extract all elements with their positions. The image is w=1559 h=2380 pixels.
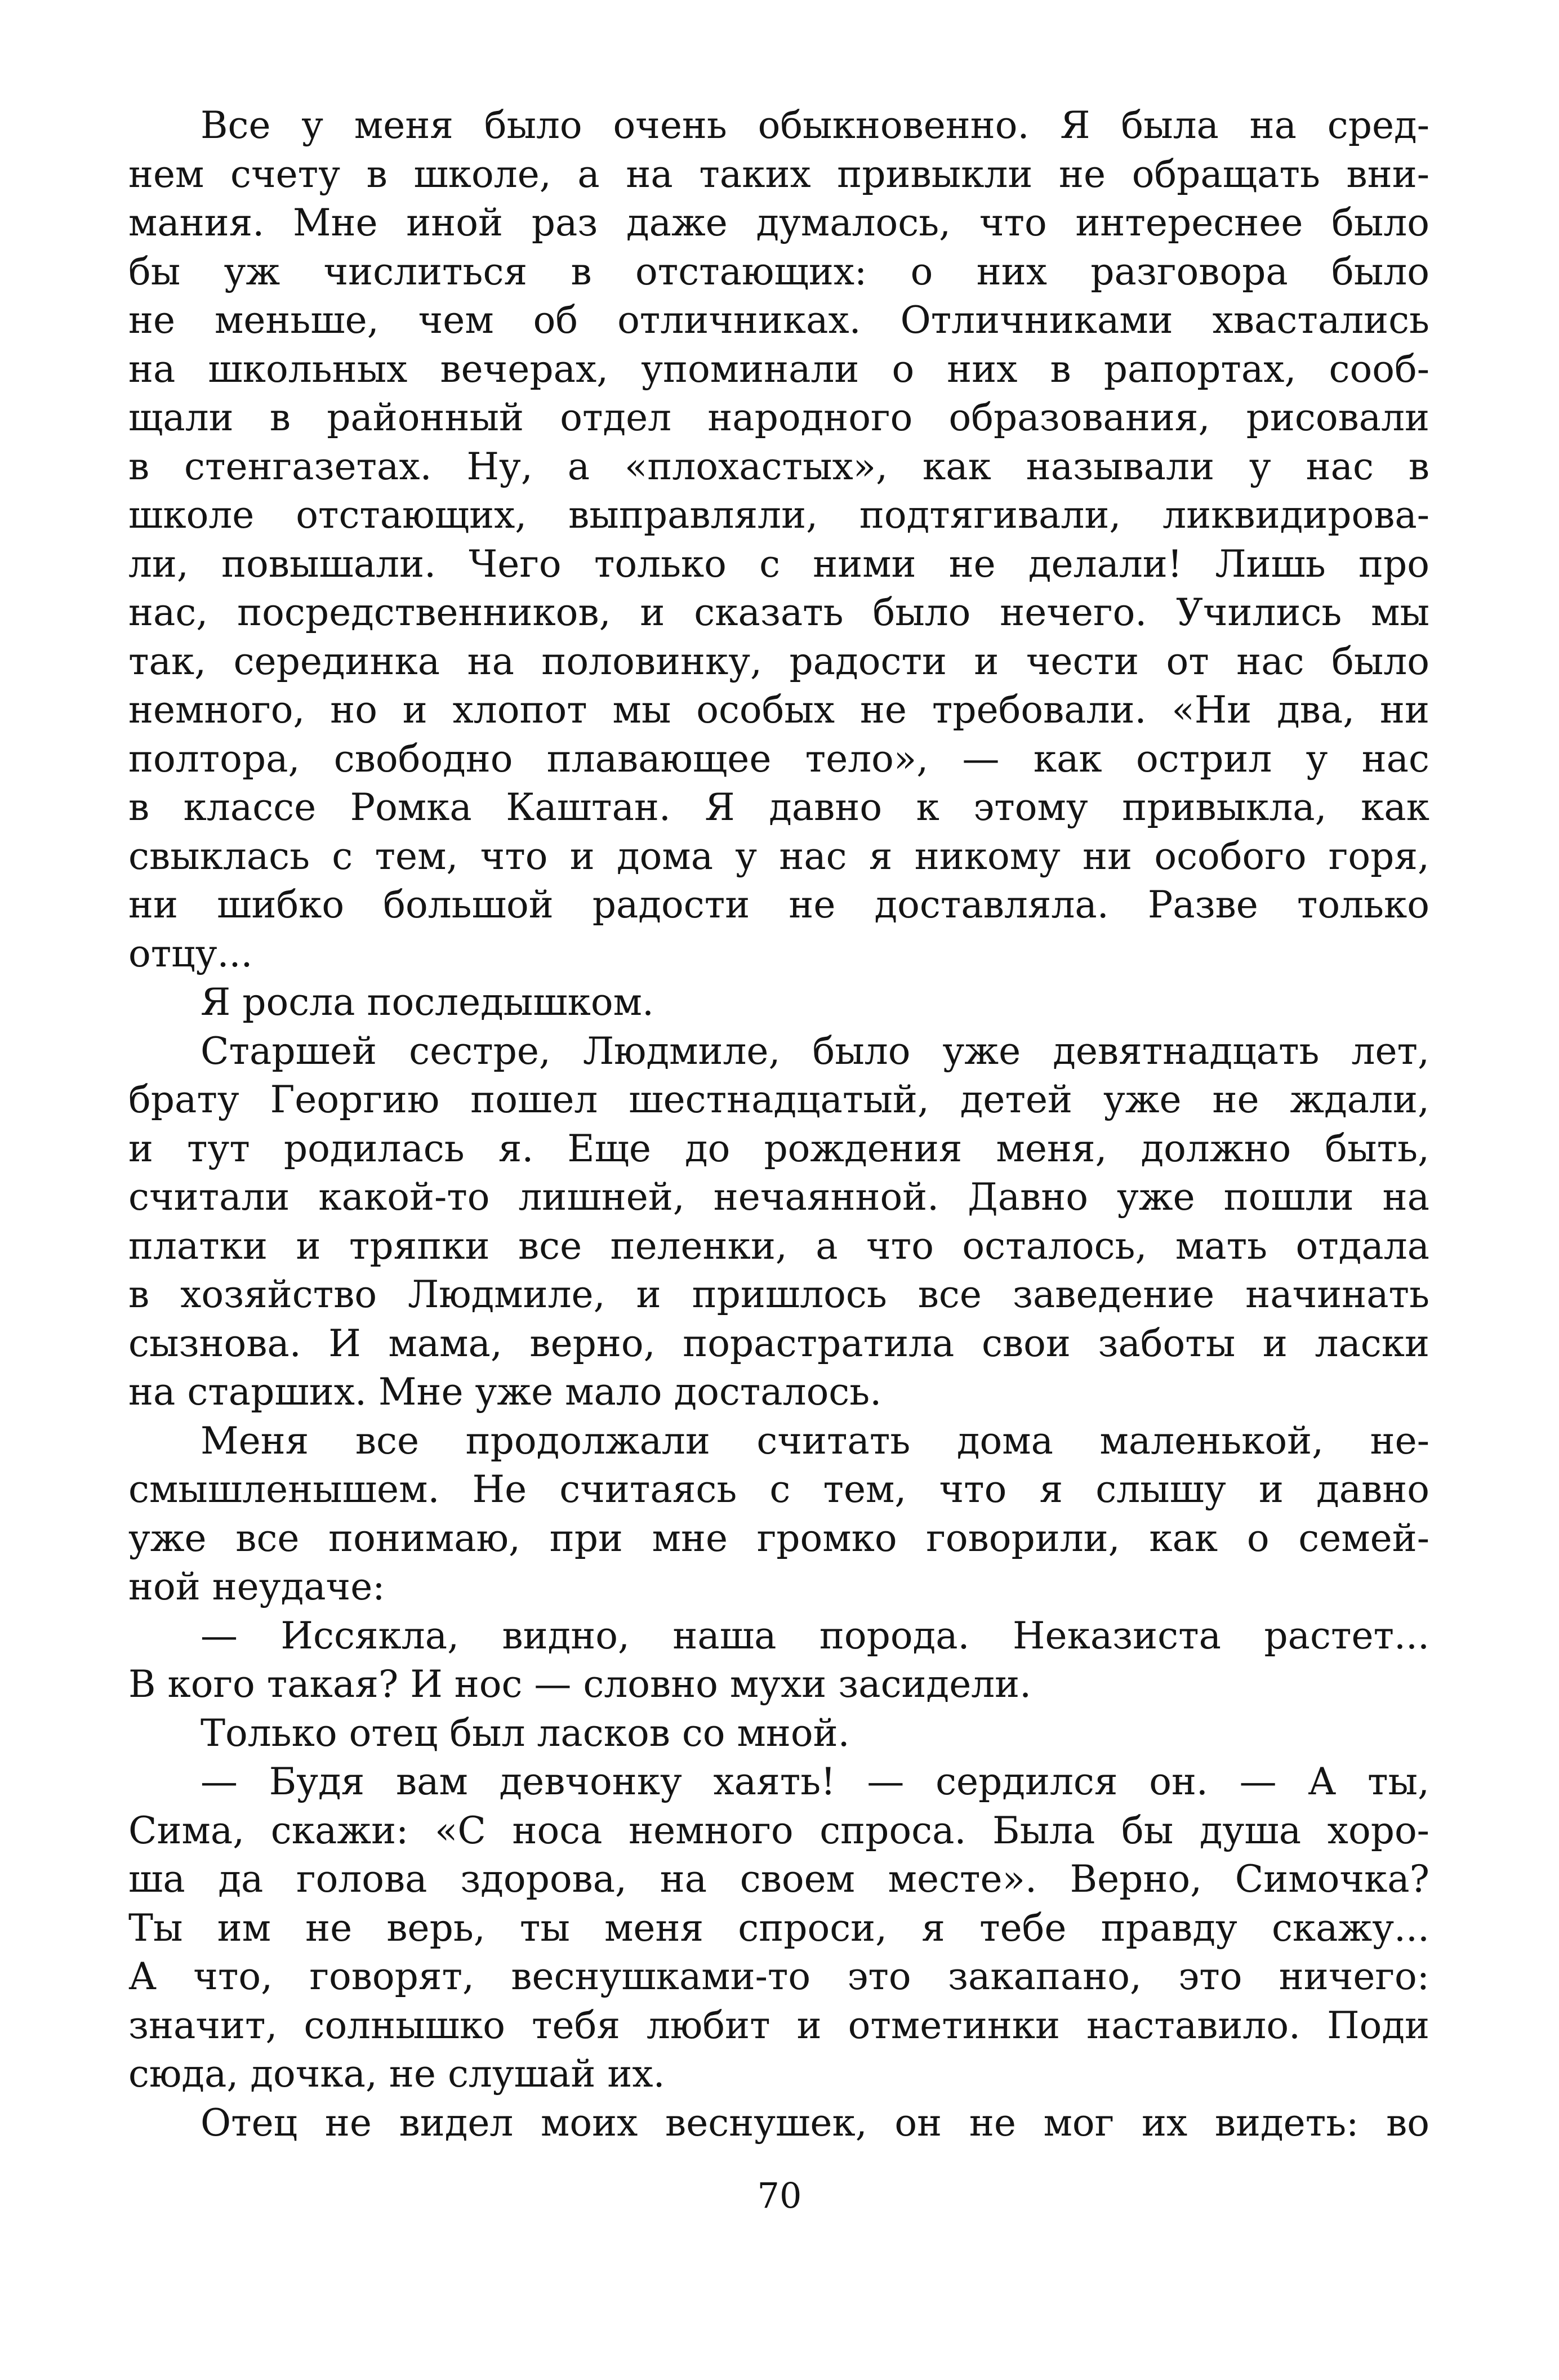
text-line: значит, солнышко тебя любит и отметинки наставило. Поди	[128, 2003, 1429, 2047]
page-number: 70	[757, 2175, 802, 2216]
text-line: не меньше, чем об отличниках. Отличниками хвастались	[128, 298, 1429, 342]
text-line: нас, посредственников, и сказать было нечего. Учились мы	[128, 591, 1429, 634]
text-line: А что, говорят, веснушками-то это закапано, это ничего:	[128, 1955, 1429, 1998]
text-line: нем счету в школе, а на таких привыкли не обращать вни-	[128, 152, 1429, 196]
text-line: Я росла последышком.	[201, 980, 654, 1024]
text-line: — Иссякла, видно, наша порода. Неказиста растет...	[201, 1614, 1429, 1657]
text-line: смышленышем. Не считаясь с тем, что я слышу и давно	[128, 1468, 1429, 1511]
text-line: полтора, свободно плавающее тело», — как острил у нас	[128, 737, 1429, 781]
text-line: на старших. Мне уже мало досталось.	[128, 1370, 882, 1414]
text-line: сюда, дочка, не слушай их.	[128, 2052, 665, 2096]
text-line: в стенгазетах. Ну, а «плохастых», как называли у нас в	[128, 444, 1429, 488]
text-line: Сима, скажи: «С носа немного спроса. Была бы душа хоро-	[128, 1808, 1429, 1852]
text-line: так, серединка на половинку, радости и чести от нас было	[128, 639, 1429, 683]
text-line: Все у меня было очень обыкновенно. Я была на сред-	[201, 104, 1429, 147]
text-line: свыклась с тем, что и дома у нас я никому ни особого горя,	[128, 834, 1429, 878]
text-line: Только отец был ласков со мной.	[201, 1711, 850, 1755]
text-line: щали в районный отдел народного образования, рисовали	[128, 396, 1429, 439]
text-line: Меня все продолжали считать дома маленькой, не-	[201, 1419, 1429, 1463]
text-line: ной неудаче:	[128, 1565, 385, 1608]
text-line: отцу...	[128, 932, 253, 975]
text-line: Отец не видел моих веснушек, он не мог их видеть: во	[201, 2101, 1429, 2145]
text-line: и тут родилась я. Еще до рождения меня, должно быть,	[128, 1126, 1429, 1170]
text-line: считали какой-то лишней, нечаянной. Давно уже пошли на	[128, 1175, 1429, 1219]
text-line: немного, но и хлопот мы особых не требовали. «Ни два, ни	[128, 688, 1429, 732]
text-line: — Будя вам девчонку хаять! — сердился он. — А ты,	[201, 1760, 1429, 1803]
text-line: ша да голова здорова, на своем месте». Верно, Симочка?	[128, 1857, 1429, 1901]
text-line: В кого такая? И нос — словно мухи засидели.	[128, 1663, 1032, 1706]
text-line: Старшей сестре, Людмиле, было уже девятнадцать лет,	[201, 1029, 1429, 1073]
text-line: Ты им не верь, ты меня спроси, я тебе правду скажу...	[128, 1906, 1429, 1950]
text-line: на школьных вечерах, упоминали о них в рапортах, сооб-	[128, 347, 1429, 391]
text-line: в хозяйство Людмиле, и пришлось все заведение начинать	[128, 1273, 1429, 1316]
body-text	[128, 101, 1429, 2147]
text-line: бы уж числиться в отстающих: о них разговора было	[128, 249, 1429, 293]
text-line: ни шибко большой радости не доставляла. Разве только	[128, 883, 1429, 926]
text-line: в классе Ромка Каштан. Я давно к этому привыкла, как	[128, 786, 1429, 829]
text-line: школе отстающих, выправляли, подтягивали, ликвидирова-	[128, 493, 1429, 537]
text-line: брату Георгию пошел шестнадцатый, детей уже не ждали,	[128, 1078, 1429, 1121]
text-line: сызнова. И мама, верно, порастратила свои заботы и ласки	[128, 1321, 1429, 1365]
text-line: платки и тряпки все пеленки, а что осталось, мать отдала	[128, 1224, 1429, 1268]
text-line: ли, повышали. Чего только с ними не делали! Лишь про	[128, 542, 1429, 586]
text-line: уже все понимаю, при мне громко говорили, как о семей-	[128, 1516, 1429, 1560]
text-line: мания. Мне иной раз даже думалось, что интереснее было	[128, 201, 1429, 244]
